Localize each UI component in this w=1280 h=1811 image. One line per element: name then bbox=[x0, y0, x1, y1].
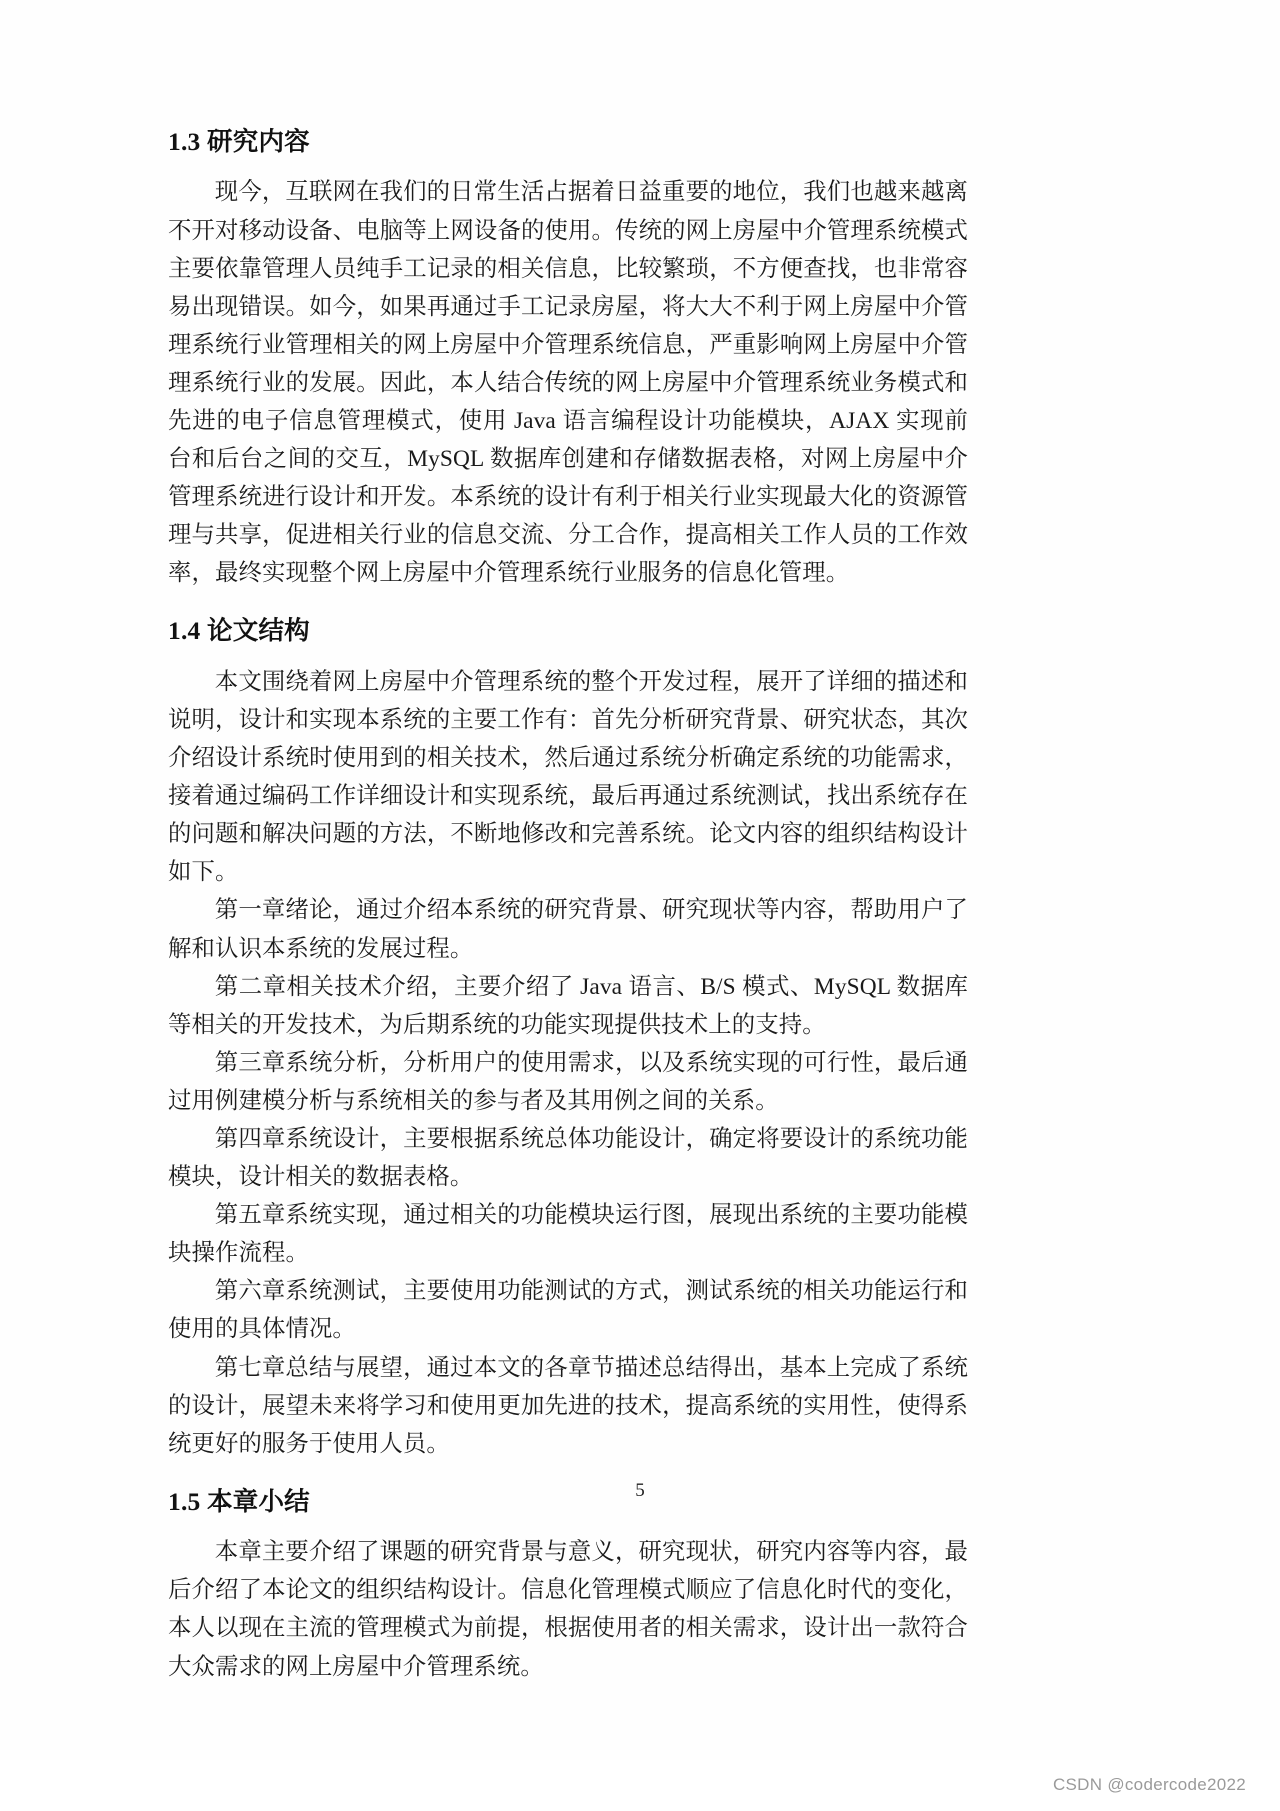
paragraph-chapter-7: 第七章总结与展望，通过本文的各章节描述总结得出，基本上完成了系统的设计，展望未来将学习和使用更加先进的技术，提高系统的实用性，使得系统更好的服务于使用人员。 bbox=[168, 1354, 968, 1457]
page-content bbox=[168, 125, 968, 1686]
paragraph-chapter-6: 第六章系统测试，主要使用功能测试的方式，测试系统的相关功能运行和使用的具体情况。 bbox=[168, 1278, 968, 1343]
section-heading-1-5: 1.5 本章小结 bbox=[168, 1486, 310, 1516]
heading-spacer bbox=[168, 1519, 968, 1533]
csdn-watermark: CSDN @codercode2022 bbox=[1052, 1775, 1246, 1794]
paragraph-1-5-1: 本章主要介绍了课题的研究背景与意义，研究现状，研究内容等内容，最后介绍了本论文的组织结构设计。信息化管理模式顺应了信息化时代的变化，本人以现在主流的管理模式为前提，根据使用者的相关需求，设计出一款符合大众需求的网上房屋中介管理系统。 bbox=[168, 1539, 968, 1680]
paragraph-1-4-1: 本文围绕着网上房屋中介管理系统的整个开发过程，展开了详细的描述和说明，设计和实现本系统的主要工作有：首先分析研究背景、研究状态，其次介绍设计系统时使用到的相关技术，然后通过系统分析确定系统的功能需求，接着通过编码工作详细设计和实现系统，最后再通过系统测试，找出系统存在的问题和解决问题的方法，不断地修改和完善系统。论文内容的组织结构设计如下。 bbox=[168, 668, 968, 886]
paragraph-chapter-2: 第二章相关技术介绍，主要介绍了 Java 语言、B/S 模式、MySQL 数据库等相关的开发技术，为后期系统的功能实现提供技术上的支持。 bbox=[168, 973, 968, 1038]
heading-spacer bbox=[168, 159, 968, 173]
paragraph-chapter-4: 第四章系统设计，主要根据系统总体功能设计，确定将要设计的系统功能模块，设计相关的数据表格。 bbox=[168, 1126, 968, 1191]
paragraph-1-3-1: 现今，互联网在我们的日常生活占据着日益重要的地位，我们也越来越离不开对移动设备、电脑等上网设备的使用。传统的网上房屋中介管理系统模式主要依靠管理人员纯手工记录的相关信息，比较繁琐，不方便查找，也非常容易出现错误。如今，如果再通过手工记录房屋，将大大不利于网上房屋中介管理系统行业管理相关的网上房屋中介管理系统信息，严重影响网上房屋中介管理系统行业的发展。因此，本人结合传统的网上房屋中介管理系统业务模式和先进的电子信息管理模式，使用 Java 语言编程设计功能模块，AJAX 实现前台和后台之间的交互，MySQL 数据库创建和存储数据表格，对网上房屋中介管理系统进行设计和开发。本系统的设计有利于相关行业实现最大化的资源管理与共享，促进相关行业的信息交流、分工合作，提高相关工作人员的工作效率，最终实现整个网上房屋中介管理系统行业服务的信息化管理。 bbox=[168, 179, 968, 587]
paragraph-chapter-1: 第一章绪论，通过介绍本系统的研究背景、研究现状等内容，帮助用户了解和认识本系统的发展过程。 bbox=[168, 897, 968, 962]
page-number: 5 bbox=[635, 1480, 645, 1501]
heading-spacer bbox=[168, 649, 968, 663]
section-heading-1-3: 1.3 研究内容 bbox=[168, 127, 310, 156]
section-heading-1-4: 1.4 论文结构 bbox=[168, 616, 310, 646]
paragraph-chapter-5: 第五章系统实现，通过相关的功能模块运行图，展现出系统的主要功能模块操作流程。 bbox=[168, 1202, 968, 1267]
section-spacer bbox=[168, 592, 968, 614]
paragraph-chapter-3: 第三章系统分析，分析用户的使用需求，以及系统实现的可行性，最后通过用例建模分析与系统相关的参与者及其用例之间的关系。 bbox=[168, 1049, 968, 1114]
